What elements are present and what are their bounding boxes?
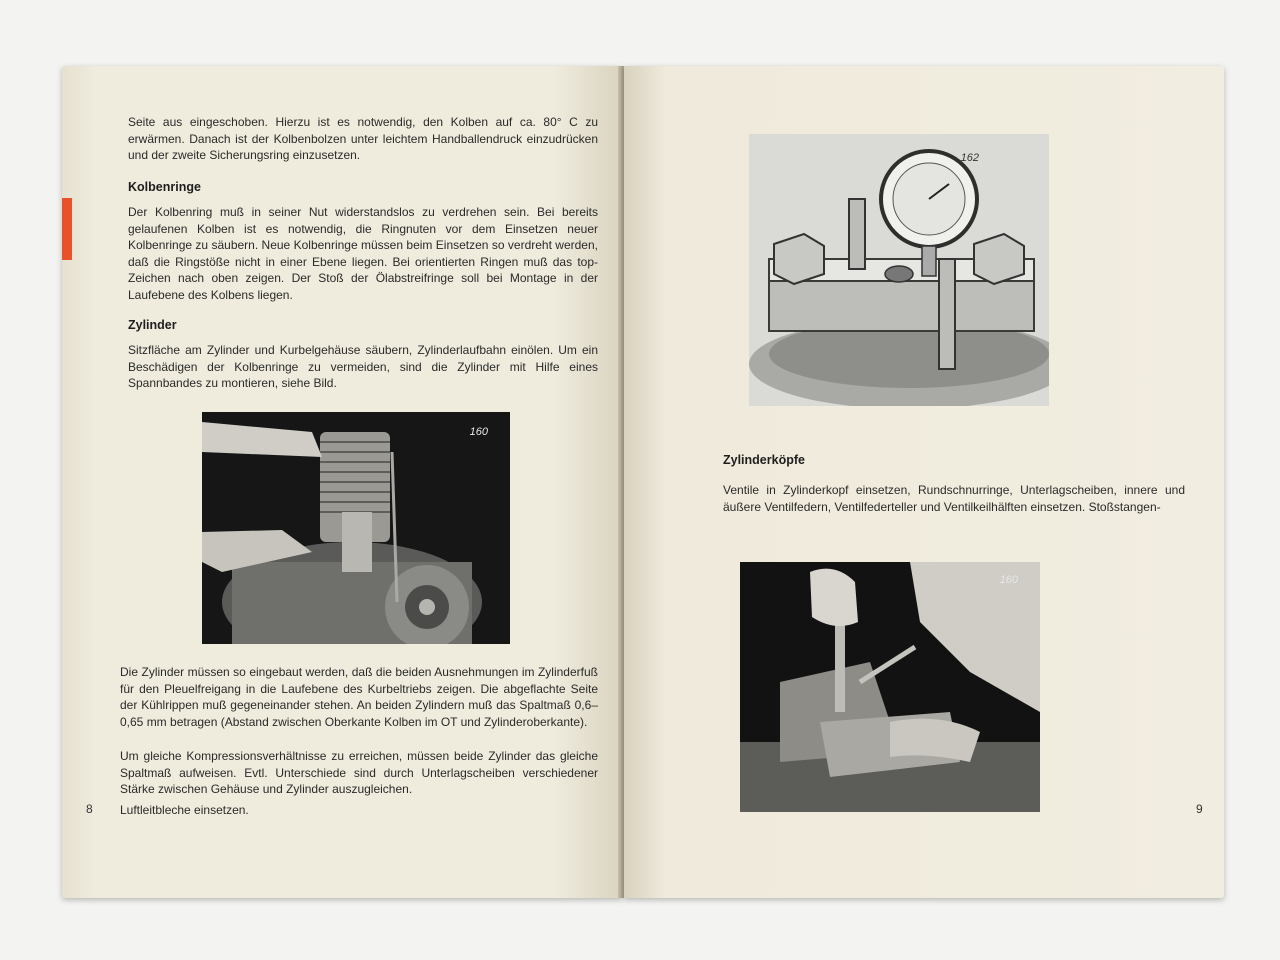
heading-kolbenringe: Kolbenringe (128, 180, 201, 194)
engine-cylinder-photo (202, 412, 510, 644)
paragraph-zylinderkoepfe: Ventile in Zylinderkopf einsetzen, Rundschnurringe, Unterlagscheiben, innere und äußere Ventilfedern, Ventilfederteller und Ventilkeilhälften einsetzen. Stoßstangen- (723, 483, 1185, 514)
page-number-right: 9 (1196, 802, 1203, 816)
open-booklet (62, 66, 1222, 898)
page-number-left: 8 (86, 802, 93, 816)
paragraph-intro: Seite aus eingeschoben. Hierzu ist es notwendig, den Kolben auf ca. 80° C zu erwärmen. Danach ist der Kolbenbolzen unter leichtem Handballendruck einzudrücken und der zweite Sicherungsring einzusetzen. (128, 115, 598, 162)
valve-assembly-illustration (740, 562, 1040, 812)
illustration-number-label: 162 (960, 152, 979, 164)
photo-number-label: 160 (469, 426, 488, 438)
paragraph-einbau: Die Zylinder müssen so eingebaut werden, daß die beiden Ausnehmungen im Zylinderfuß für den Pleuelfreigang in die Laufebene des Kurbeltriebs zeigen. Die abgeflachte Seite der Kühlrippen muß gegeneinander stehen. An beiden Zylindern muß das Spaltmaß 0,6–0,65 mm betragen (Abstand zwischen Oberkante Kolben im OT und Zylinderoberkante). (120, 665, 598, 729)
paragraph-kolbenringe: Der Kolbenring muß in seiner Nut widerstandslos zu verdrehen sein. Bei bereits gelaufenen Kolben ist es notwendig, die Ringnuten vor dem Einsetzen neuer Kolbenringe zu säubern. Neue Kolbenringe müssen beim Einsetzen so verdreht werden, daß die Ringstöße nicht in einer Ebene liegen. Bei orientierten Ringen muß das top-Zeichen nach oben zeigen. Der Stoß der Ölabstreifringe soll bei Montage in der Laufebene des Kolbens liegen. (128, 205, 598, 302)
valve-assembly-photo (740, 562, 1040, 812)
photo-number-label-right: 160 (999, 574, 1018, 586)
paragraph-zylinder: Sitzfläche am Zylinder und Kurbelgehäuse säubern, Zylinderlaufbahn einölen. Um ein Beschädigen der Kolbenringe zu vermeiden, sind die Zylinder mit Hilfe eines Spannbandes zu montieren, siehe Bild. (128, 343, 598, 390)
heading-zylinder: Zylinder (128, 318, 177, 332)
orange-index-tab (62, 198, 72, 260)
dial-gauge-drawing (749, 134, 1049, 406)
paragraph-luftleitbleche: Luftleitbleche einsetzen. (120, 803, 249, 817)
paragraph-kompression: Um gleiche Kompressionsverhältnisse zu erreichen, müssen beide Zylinder das gleiche Spaltmaß aufweisen. Evtl. Unterschiede sind durch Unterlagscheiben verschiedener Stärke zwischen Gehäuse und Zylinder auszugleichen. (120, 749, 598, 796)
left-page (62, 66, 622, 898)
heading-zylinderkoepfe: Zylinderköpfe (723, 453, 805, 467)
engine-cylinder-illustration (202, 412, 510, 644)
dial-gauge-illustration (749, 134, 1049, 406)
right-page (624, 66, 1224, 898)
